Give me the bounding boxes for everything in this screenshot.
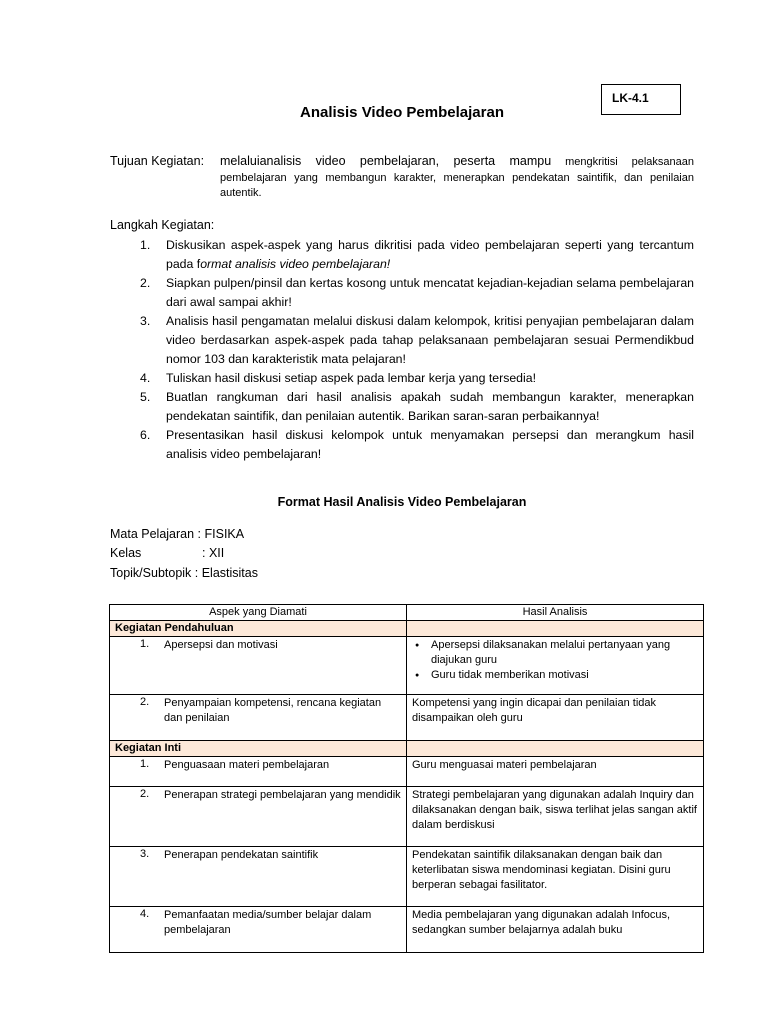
steps-list — [110, 236, 694, 464]
step-item — [110, 312, 694, 369]
aspect-cell — [110, 847, 407, 907]
aspect-text: Penguasaan materi pembelajaran — [164, 759, 330, 771]
header-aspek: Aspek yang Diamati — [110, 605, 407, 621]
step-text: Tuliskan hasil diskusi setiap aspek pada lembar kerja yang tersedia! — [166, 371, 537, 385]
meta-mapel: Mata Pelajaran : FISIKA — [110, 527, 245, 541]
item-number: 1. — [140, 758, 150, 770]
bullet-item: ● Guru tidak memberikan motivasi — [412, 668, 698, 683]
aspect-text: Apersepsi dan motivasi — [164, 639, 278, 651]
bullet-item: ● Apersepsi dilaksanakan melalui pertanyaan yang diajukan guru — [412, 638, 698, 668]
section-row-inti — [110, 741, 704, 757]
step-text-italic: ormat analisis video pembelajaran! — [200, 257, 391, 271]
step-text: Siapkan pulpen/pinsil dan kertas kosong untuk mencatat kejadian-kejadian selama pembelajaran dari awal sampai akhir! — [166, 276, 694, 309]
result-cell: Kompetensi yang ingin dicapai dan penilaian tidak disampaikan oleh guru — [407, 695, 704, 741]
result-cell: Media pembelajaran yang digunakan adalah Infocus, sedangkan sumber belajarnya adalah buku — [407, 907, 704, 953]
meta-kelas-value: : XII — [202, 546, 225, 560]
meta-kelas — [110, 546, 224, 560]
tujuan-text — [220, 154, 694, 202]
table-row — [110, 847, 704, 907]
aspect-text: Penerapan pendekatan saintifik — [164, 849, 319, 861]
step-text: Analisis hasil pengamatan melalui diskusi dalam kelompok, kritisi penyajian pembelajaran dalam video berdasarkan aspek-aspek pada tahap pelaksanaan pembelajaran sesuai Permendikbud nomor 103 dan karakteristik mata pelajaran! — [166, 314, 694, 366]
aspect-cell — [110, 787, 407, 847]
step-item — [110, 274, 694, 312]
section-row-pendahuluan — [110, 621, 704, 637]
step-item — [110, 236, 694, 274]
section-label: Kegiatan Pendahuluan — [110, 621, 407, 637]
langkah-label: Langkah Kegiatan: — [110, 218, 215, 232]
item-number: 1. — [140, 638, 150, 650]
lk-code: LK-4.1 — [612, 91, 649, 105]
analysis-table — [109, 604, 704, 953]
page-title: Analisis Video Pembelajaran — [300, 104, 504, 121]
tujuan-text-main: melaluianalisis video pembelajaran, peserta mampu — [220, 154, 552, 168]
result-bullets — [412, 638, 698, 683]
table-header-row — [110, 605, 704, 621]
step-item — [110, 388, 694, 426]
result-cell: Strategi pembelajaran yang digunakan adalah Inquiry dan dilaksanakan dengan baik, siswa terlihat jelas sangan aktif dalam berdiskusi — [407, 787, 704, 847]
step-number: 2. — [140, 276, 151, 290]
step-number: 4. — [140, 371, 151, 385]
step-number: 5. — [140, 390, 151, 404]
step-text: Presentasikan hasil diskusi kelompok untuk menyamakan persepsi dan merangkum hasil analisis video pembelajaran! — [166, 428, 694, 461]
step-text: Buatlan rangkuman dari hasil analisis apakah sudah membangun karakter, menerapkan pendekatan saintifik, dan penilaian autentik. Barikan saran-saran perbaikannya! — [166, 390, 694, 423]
result-cell: Guru menguasai materi pembelajaran — [407, 757, 704, 787]
format-title: Format Hasil Analisis Video Pembelajaran — [277, 495, 527, 509]
step-number: 6. — [140, 428, 151, 442]
item-number: 2. — [140, 788, 150, 800]
step-number: 1. — [140, 238, 151, 252]
section-blank — [407, 741, 704, 757]
section-label: Kegiatan Inti — [110, 741, 407, 757]
tujuan-label: Tujuan Kegiatan: — [110, 154, 205, 168]
step-text: Diskusikan aspek-aspek yang harus dikritisi pada video pembelajaran seperti yang tercantum pada f — [166, 238, 694, 271]
tujuan-text-rest: mengkritisi pelaksanaan pembelajaran yang membangun karakter, menerapkan pendekatan saintifik, dan penilaian autentik. — [220, 156, 694, 199]
table-row — [110, 787, 704, 847]
section-blank — [407, 621, 704, 637]
aspect-cell — [110, 695, 407, 741]
step-item — [110, 369, 694, 388]
aspect-cell — [110, 637, 407, 695]
meta-kelas-label: Kelas — [110, 546, 142, 560]
item-number: 2. — [140, 696, 150, 708]
result-cell: Pendekatan saintifik dilaksanakan dengan baik dan keterlibatan siswa mendominasi kegiatan. Disini guru berperan sebagai fasilitator. — [407, 847, 704, 907]
item-number: 4. — [140, 908, 150, 920]
table-row — [110, 907, 704, 953]
meta-topik: Topik/Subtopik : Elastisitas — [110, 566, 258, 580]
aspect-text: Pemanfaatan media/sumber belajar dalam pembelajaran — [164, 909, 372, 936]
table-row — [110, 695, 704, 741]
table-row — [110, 637, 704, 695]
aspect-cell — [110, 757, 407, 787]
step-item — [110, 426, 694, 464]
aspect-cell — [110, 907, 407, 953]
header-hasil: Hasil Analisis — [407, 605, 704, 621]
result-cell — [407, 637, 704, 695]
aspect-text: Penyampaian kompetensi, rencana kegiatan dan penilaian — [164, 697, 382, 724]
aspect-text: Penerapan strategi pembelajaran yang mendidik — [164, 789, 401, 801]
step-number: 3. — [140, 314, 151, 328]
item-number: 3. — [140, 848, 150, 860]
table-row — [110, 757, 704, 787]
